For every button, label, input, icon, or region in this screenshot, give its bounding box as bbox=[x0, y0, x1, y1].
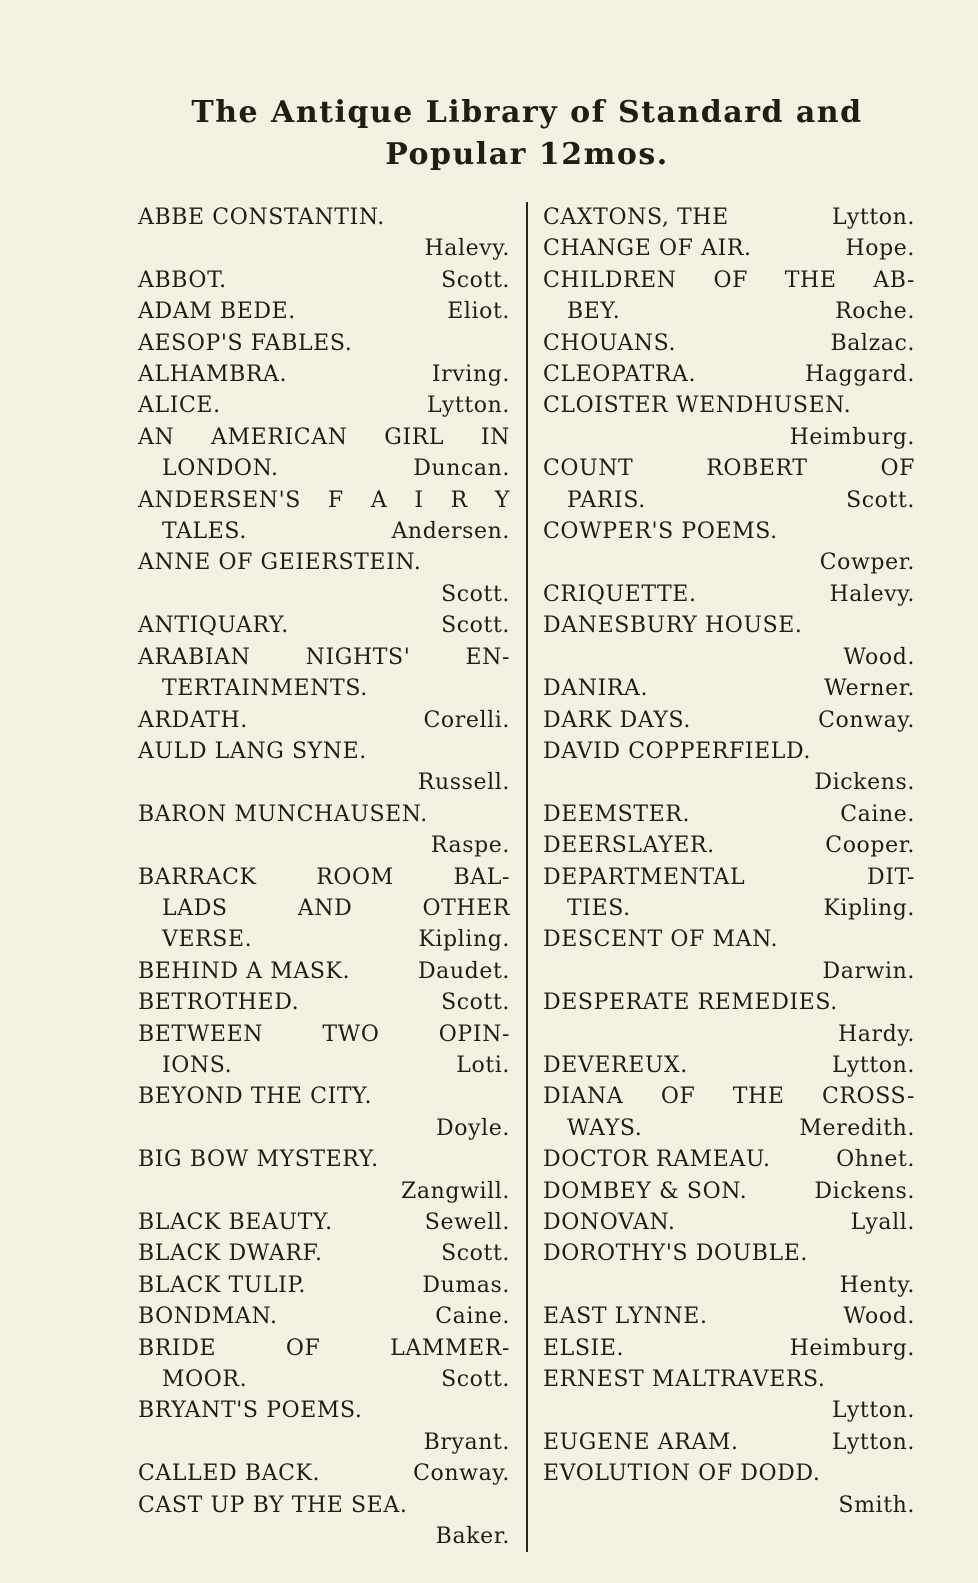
page-title-line1: The Antique Library of Standard and bbox=[191, 95, 863, 130]
book-entry bbox=[138, 1019, 510, 1082]
book-author: Wood. bbox=[843, 644, 915, 670]
book-author: Conway. bbox=[413, 1461, 510, 1487]
entry-line bbox=[543, 1019, 915, 1050]
book-entry bbox=[138, 265, 510, 296]
book-title: BARRACK ROOM BAL- bbox=[138, 864, 510, 890]
book-entry bbox=[138, 485, 510, 548]
entry-line bbox=[138, 1081, 510, 1112]
book-entry bbox=[138, 1395, 510, 1458]
entry-line bbox=[138, 233, 510, 264]
book-title: CAXTONS, THE bbox=[543, 205, 729, 230]
book-entry bbox=[138, 1490, 510, 1553]
book-author: Roche. bbox=[835, 299, 915, 325]
entry-line bbox=[138, 1176, 510, 1207]
entry-line bbox=[543, 956, 915, 987]
entry-line bbox=[138, 202, 510, 233]
book-author: Dumas. bbox=[422, 1272, 510, 1298]
book-author: Heimburg. bbox=[789, 424, 915, 450]
entry-line bbox=[138, 1019, 510, 1050]
book-entry bbox=[138, 1333, 510, 1396]
entry-line bbox=[543, 579, 915, 610]
book-title: LADS AND OTHER bbox=[162, 895, 510, 921]
book-title: ABBOT. bbox=[138, 267, 227, 293]
book-entry bbox=[543, 830, 915, 861]
book-title: EUGENE ARAM. bbox=[543, 1429, 739, 1455]
book-entry bbox=[138, 1270, 510, 1301]
entry-line bbox=[138, 390, 510, 421]
book-title: BEHIND A MASK. bbox=[138, 958, 351, 984]
book-author: Conway. bbox=[818, 707, 915, 733]
book-title: BEYOND THE CITY. bbox=[138, 1084, 373, 1110]
book-entry bbox=[138, 1207, 510, 1238]
book-title: ALHAMBRA. bbox=[138, 362, 288, 388]
book-author: Bryant. bbox=[423, 1429, 510, 1455]
book-title: DEPARTMENTAL DIT- bbox=[543, 864, 915, 890]
entry-line bbox=[543, 453, 915, 484]
entry-line bbox=[543, 1427, 915, 1458]
book-entry bbox=[543, 736, 915, 799]
book-title: TERTAINMENTS. bbox=[162, 676, 368, 702]
book-author: Baker. bbox=[435, 1524, 510, 1550]
book-author: Eliot. bbox=[447, 299, 510, 325]
entry-line bbox=[543, 1207, 915, 1238]
book-title: AESOP'S FABLES. bbox=[138, 330, 353, 356]
book-title: EAST LYNNE. bbox=[543, 1304, 708, 1330]
book-title: BETWEEN TWO OPIN- bbox=[138, 1021, 510, 1047]
entry-line bbox=[543, 1081, 915, 1112]
book-title: ADAM BEDE. bbox=[138, 299, 296, 325]
entry-line bbox=[138, 799, 510, 830]
book-author: Andersen. bbox=[391, 519, 510, 545]
book-author: Lytton. bbox=[832, 1429, 915, 1455]
book-title: DEERSLAYER. bbox=[543, 833, 715, 859]
book-author: Henty. bbox=[839, 1272, 915, 1298]
entry-line bbox=[138, 610, 510, 641]
book-author: Hardy. bbox=[837, 1021, 915, 1047]
entry-line bbox=[543, 893, 915, 924]
book-title: BETROTHED. bbox=[138, 990, 300, 1016]
entry-line bbox=[543, 799, 915, 830]
book-entry bbox=[138, 296, 510, 327]
book-title: DANESBURY HOUSE. bbox=[543, 613, 803, 639]
book-title: DOCTOR RAMEAU. bbox=[543, 1147, 771, 1173]
book-author: Kipling. bbox=[823, 895, 915, 921]
book-title: COWPER'S POEMS. bbox=[543, 519, 778, 545]
book-entry bbox=[138, 359, 510, 390]
entry-line bbox=[138, 1490, 510, 1521]
book-entry bbox=[543, 705, 915, 736]
book-title: BRYANT'S POEMS. bbox=[138, 1398, 363, 1424]
entry-line bbox=[543, 924, 915, 955]
entry-line bbox=[138, 1458, 510, 1489]
entry-line bbox=[138, 1144, 510, 1175]
book-entry bbox=[138, 390, 510, 421]
entry-line bbox=[543, 1144, 915, 1175]
book-title: CRIQUETTE. bbox=[543, 581, 697, 607]
entry-line bbox=[543, 202, 915, 233]
book-title: EVOLUTION OF DODD. bbox=[543, 1461, 821, 1487]
book-entry bbox=[543, 390, 915, 453]
book-title: CHILDREN OF THE AB- bbox=[543, 267, 915, 293]
entry-line bbox=[138, 265, 510, 296]
entry-line bbox=[543, 767, 915, 798]
entry-line bbox=[543, 1395, 915, 1426]
book-author: Doyle. bbox=[436, 1115, 510, 1141]
entry-line bbox=[543, 987, 915, 1018]
entry-line bbox=[138, 516, 510, 547]
book-author: Scott. bbox=[441, 613, 510, 639]
book-author: Irving. bbox=[431, 362, 510, 388]
book-title: ARDATH. bbox=[138, 707, 248, 733]
book-author: Hope. bbox=[845, 236, 915, 262]
book-entry bbox=[543, 1176, 915, 1207]
entry-line bbox=[138, 359, 510, 390]
book-title: CHANGE OF AIR. bbox=[543, 236, 752, 262]
book-title: ANNE OF GEIERSTEIN. bbox=[138, 550, 422, 576]
book-column bbox=[138, 202, 510, 1552]
book-entry bbox=[543, 1333, 915, 1364]
book-title: BARON MUNCHAUSEN. bbox=[138, 801, 428, 827]
book-author: Cowper. bbox=[819, 550, 915, 576]
book-author: Lyall. bbox=[850, 1210, 915, 1235]
entry-line bbox=[543, 610, 915, 641]
book-author: Kipling. bbox=[418, 927, 510, 953]
entry-line bbox=[138, 862, 510, 893]
book-entry bbox=[138, 862, 510, 956]
book-author: Wood. bbox=[843, 1304, 915, 1330]
book-catalog bbox=[138, 202, 916, 1552]
book-entry bbox=[138, 1238, 510, 1269]
book-author: Duncan. bbox=[413, 456, 510, 482]
book-title: DESCENT OF MAN. bbox=[543, 927, 779, 953]
entry-line bbox=[543, 673, 915, 704]
book-entry bbox=[543, 924, 915, 987]
book-entry bbox=[543, 1458, 915, 1521]
entry-line bbox=[543, 359, 915, 390]
book-title: ERNEST MALTRAVERS. bbox=[543, 1367, 826, 1393]
book-column bbox=[543, 202, 915, 1552]
book-author: Zangwill. bbox=[401, 1178, 510, 1204]
book-title: PARIS. bbox=[567, 487, 646, 513]
book-title: DONOVAN. bbox=[543, 1210, 676, 1235]
book-author: Scott. bbox=[441, 581, 510, 607]
book-title: DIANA OF THE CROSS- bbox=[543, 1084, 915, 1110]
book-author: Haggard. bbox=[805, 362, 915, 388]
book-entry bbox=[543, 1364, 915, 1427]
book-author: Dickens. bbox=[814, 770, 915, 796]
book-title: CAST UP BY THE SEA. bbox=[138, 1492, 408, 1518]
book-author: Loti. bbox=[456, 1052, 510, 1078]
book-author: Balzac. bbox=[830, 330, 915, 356]
book-title: VERSE. bbox=[162, 927, 253, 953]
entry-line bbox=[138, 1364, 510, 1395]
book-title: DANIRA. bbox=[543, 676, 649, 702]
entry-line bbox=[543, 328, 915, 359]
entry-line bbox=[138, 1113, 510, 1144]
entry-line bbox=[138, 1427, 510, 1458]
entry-line bbox=[138, 893, 510, 924]
book-author: Caine. bbox=[840, 801, 915, 827]
book-entry bbox=[138, 1144, 510, 1207]
entry-line bbox=[543, 547, 915, 578]
book-entry bbox=[138, 736, 510, 799]
book-author: Lytton. bbox=[427, 393, 510, 419]
book-entry bbox=[543, 1427, 915, 1458]
book-entry bbox=[543, 233, 915, 264]
entry-line bbox=[138, 830, 510, 861]
book-entry bbox=[543, 799, 915, 830]
entry-line bbox=[543, 296, 915, 327]
entry-line bbox=[543, 1238, 915, 1269]
book-entry bbox=[543, 987, 915, 1050]
entry-line bbox=[543, 1458, 915, 1489]
book-entry bbox=[138, 328, 510, 359]
book-title: BEY. bbox=[567, 299, 621, 325]
book-title: DARK DAYS. bbox=[543, 707, 691, 733]
book-author: Darwin. bbox=[822, 958, 915, 984]
entry-line bbox=[543, 265, 915, 296]
entry-line bbox=[138, 547, 510, 578]
entry-line bbox=[138, 579, 510, 610]
entry-line bbox=[543, 516, 915, 547]
book-entry bbox=[543, 610, 915, 673]
entry-line bbox=[138, 987, 510, 1018]
book-author: Meredith. bbox=[799, 1115, 915, 1141]
book-entry bbox=[138, 1081, 510, 1144]
book-title: BLACK TULIP. bbox=[138, 1272, 306, 1298]
book-title: IONS. bbox=[162, 1052, 233, 1078]
entry-line bbox=[138, 485, 510, 516]
book-entry bbox=[138, 799, 510, 862]
book-title: DAVID COPPERFIELD. bbox=[543, 738, 812, 764]
entry-line bbox=[543, 1113, 915, 1144]
book-entry bbox=[543, 328, 915, 359]
entry-line bbox=[543, 1490, 915, 1521]
book-entry bbox=[138, 610, 510, 641]
entry-line bbox=[138, 422, 510, 453]
entry-line bbox=[138, 1395, 510, 1426]
book-entry bbox=[138, 705, 510, 736]
book-title: DOROTHY'S DOUBLE. bbox=[543, 1241, 809, 1267]
book-entry bbox=[543, 1050, 915, 1081]
book-entry bbox=[543, 1238, 915, 1301]
entry-line bbox=[138, 1238, 510, 1269]
book-author: Scott. bbox=[441, 990, 510, 1016]
book-entry bbox=[138, 202, 510, 265]
book-entry bbox=[138, 642, 510, 705]
entry-line bbox=[543, 485, 915, 516]
entry-line bbox=[543, 705, 915, 736]
entry-line bbox=[138, 673, 510, 704]
book-author: Scott. bbox=[441, 1241, 510, 1267]
book-author: Russell. bbox=[417, 770, 510, 796]
book-entry bbox=[543, 579, 915, 610]
entry-line bbox=[138, 736, 510, 767]
book-title: BLACK DWARF. bbox=[138, 1241, 323, 1267]
entry-line bbox=[138, 1207, 510, 1238]
book-author: Werner. bbox=[824, 676, 915, 702]
book-title: ARABIAN NIGHTS' EN- bbox=[138, 644, 510, 670]
book-title: ANTIQUARY. bbox=[138, 613, 289, 639]
book-entry bbox=[138, 547, 510, 610]
book-author: Heimburg. bbox=[789, 1335, 915, 1361]
book-author: Caine. bbox=[435, 1304, 510, 1330]
book-title: CALLED BACK. bbox=[138, 1461, 321, 1487]
entry-line bbox=[138, 705, 510, 736]
book-entry bbox=[543, 862, 915, 925]
entry-line bbox=[543, 862, 915, 893]
entry-line bbox=[543, 642, 915, 673]
book-author: Lytton. bbox=[832, 1052, 915, 1078]
book-entry bbox=[543, 1144, 915, 1175]
entry-line bbox=[543, 1333, 915, 1364]
book-author: Lytton. bbox=[832, 1398, 915, 1424]
entry-line bbox=[543, 1050, 915, 1081]
book-title: BIG BOW MYSTERY. bbox=[138, 1147, 379, 1173]
entry-line bbox=[138, 1333, 510, 1364]
book-title: BLACK BEAUTY. bbox=[138, 1210, 333, 1235]
book-title: TALES. bbox=[162, 519, 247, 545]
entry-line bbox=[138, 1270, 510, 1301]
book-entry bbox=[543, 1081, 915, 1144]
book-title: WAYS. bbox=[567, 1115, 643, 1141]
book-entry bbox=[543, 359, 915, 390]
entry-line bbox=[138, 1521, 510, 1552]
book-author: Lytton. bbox=[832, 205, 915, 230]
book-entry bbox=[543, 673, 915, 704]
book-author: Halevy. bbox=[424, 236, 510, 262]
book-author: Corelli. bbox=[423, 707, 510, 733]
book-title: TIES. bbox=[567, 895, 631, 921]
book-title: DEVEREUX. bbox=[543, 1052, 688, 1078]
book-author: Smith. bbox=[838, 1492, 915, 1518]
book-author: Dickens. bbox=[814, 1178, 915, 1204]
book-entry bbox=[543, 1207, 915, 1238]
entry-line bbox=[543, 1176, 915, 1207]
book-entry bbox=[138, 1458, 510, 1489]
book-entry bbox=[138, 422, 510, 485]
page-title bbox=[138, 0, 916, 176]
book-title: BONDMAN. bbox=[138, 1304, 278, 1330]
page-title-line2: Popular 12mos. bbox=[385, 137, 669, 172]
book-entry bbox=[138, 987, 510, 1018]
book-title: CLEOPATRA. bbox=[543, 362, 697, 388]
entry-line bbox=[138, 296, 510, 327]
book-title: AN AMERICAN GIRL IN bbox=[138, 424, 510, 450]
entry-line bbox=[138, 453, 510, 484]
book-title: COUNT ROBERT OF bbox=[543, 456, 915, 482]
entry-line bbox=[543, 390, 915, 421]
book-title: ELSIE. bbox=[543, 1335, 625, 1361]
book-entry bbox=[543, 516, 915, 579]
entry-line bbox=[543, 1364, 915, 1395]
entry-line bbox=[138, 642, 510, 673]
entry-line bbox=[138, 767, 510, 798]
entry-line bbox=[138, 328, 510, 359]
entry-line bbox=[543, 1270, 915, 1301]
entry-line bbox=[543, 736, 915, 767]
entry-line bbox=[138, 1301, 510, 1332]
book-title: ABBE CONSTANTIN. bbox=[138, 205, 385, 230]
book-title: AULD LANG SYNE. bbox=[138, 738, 367, 764]
entry-line bbox=[138, 1050, 510, 1081]
entry-line bbox=[543, 233, 915, 264]
book-title: DOMBEY & SON. bbox=[543, 1178, 748, 1204]
book-title: ALICE. bbox=[138, 393, 221, 419]
book-title: MOOR. bbox=[162, 1367, 248, 1393]
book-title: LONDON. bbox=[162, 456, 279, 482]
book-entry bbox=[543, 202, 915, 233]
book-author: Sewell. bbox=[424, 1210, 510, 1235]
book-title: ANDERSEN'S F A I R Y bbox=[138, 487, 510, 513]
book-title: CLOISTER WENDHUSEN. bbox=[543, 393, 852, 419]
book-title: CHOUANS. bbox=[543, 330, 677, 356]
book-author: Scott. bbox=[846, 487, 915, 513]
book-entry bbox=[138, 956, 510, 987]
entry-line bbox=[543, 830, 915, 861]
book-author: Daudet. bbox=[417, 958, 510, 984]
entry-line bbox=[138, 924, 510, 955]
book-entry bbox=[543, 453, 915, 516]
column-divider bbox=[526, 202, 528, 1552]
book-title: DEEMSTER. bbox=[543, 801, 691, 827]
book-title: DESPERATE REMEDIES. bbox=[543, 990, 838, 1016]
entry-line bbox=[543, 1301, 915, 1332]
book-entry bbox=[138, 1301, 510, 1332]
book-entry bbox=[543, 265, 915, 328]
book-title: BRIDE OF LAMMER- bbox=[138, 1335, 510, 1361]
book-entry bbox=[543, 1301, 915, 1332]
book-author: Raspe. bbox=[430, 833, 510, 859]
book-author: Ohnet. bbox=[836, 1147, 915, 1173]
book-author: Cooper. bbox=[825, 833, 915, 859]
entry-line bbox=[138, 956, 510, 987]
book-author: Scott. bbox=[441, 1367, 510, 1393]
book-author: Halevy. bbox=[829, 581, 915, 607]
entry-line bbox=[543, 422, 915, 453]
book-author: Scott. bbox=[441, 267, 510, 293]
